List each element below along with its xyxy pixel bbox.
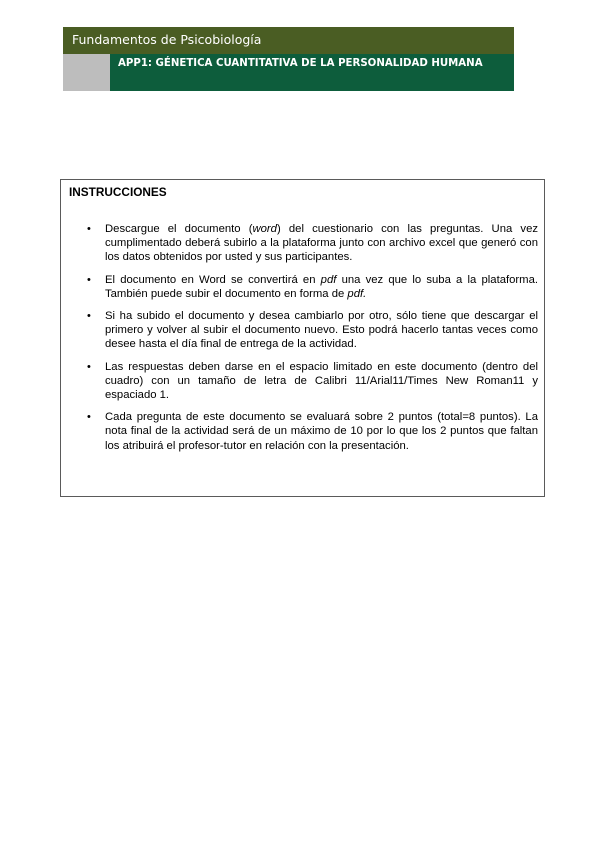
instruction-segment: El documento en Word se convertirá en	[105, 273, 321, 286]
header-top-bar	[63, 27, 514, 54]
instructions-list	[87, 222, 538, 461]
bullet-icon: •	[87, 360, 91, 373]
instruction-segment: una vez que lo suba a la plataforma. También puede subir el documento en forma de	[105, 273, 539, 300]
instruction-segment: Si ha subido el documento y desea cambiarlo por otro, sólo tiene que descargar el primero y volver al subir el documento nuevo. Esto podrá hacerlo tantas veces como desee hasta el día final de entrega de la actividad.	[105, 310, 538, 351]
instruction-text	[105, 310, 538, 350]
instruction-emphasis: pdf	[320, 273, 337, 286]
instruction-segment: ) del cuestionario con las preguntas. Una vez cumplimentado deberá subirlo a la plataforma junto con archivo excel que generó con los datos obtenidos por usted y sus participantes.	[105, 223, 538, 264]
instruction-item	[87, 273, 538, 301]
course-title: Fundamentos de Psicobiología	[72, 32, 262, 47]
instruction-text	[105, 223, 538, 263]
instruction-item	[87, 410, 538, 453]
instruction-text	[105, 274, 538, 300]
header-bottom-bar	[110, 54, 514, 91]
instruction-item	[87, 360, 538, 403]
instruction-item	[87, 309, 538, 352]
bullet-icon: •	[87, 273, 91, 286]
bullet-icon: •	[87, 310, 91, 323]
instruction-segment: Descargue el documento (	[105, 223, 253, 235]
instruction-text	[105, 361, 538, 401]
instruction-segment: Cada pregunta de este documento se evaluará sobre 2 puntos (total=8 puntos). La nota final de la actividad será de un máximo de 10 por lo que los 2 puntos que faltan los atribuirá el profesor-tutor en relación con la presentación.	[105, 411, 538, 452]
instructions-box	[60, 179, 545, 497]
header-gray-block	[63, 54, 110, 91]
instruction-emphasis: word	[252, 223, 277, 235]
instruction-segment: Las respuestas deben darse en el espacio limitado en este documento (dentro del cuadro) con un tamaño de letra de Calibri 11/Arial11/Times New Roman11 y espaciado 1.	[105, 360, 538, 402]
bullet-icon: •	[87, 411, 91, 424]
instructions-heading: INSTRUCCIONES	[69, 185, 167, 199]
document-header	[63, 27, 514, 91]
instruction-emphasis: pdf.	[347, 287, 367, 300]
instruction-text	[105, 411, 538, 451]
instruction-item	[87, 222, 538, 265]
assignment-title: APP1: GÉNETICA CUANTITATIVA DE LA PERSONALIDAD HUMANA	[118, 58, 483, 69]
bullet-icon: •	[87, 223, 91, 235]
